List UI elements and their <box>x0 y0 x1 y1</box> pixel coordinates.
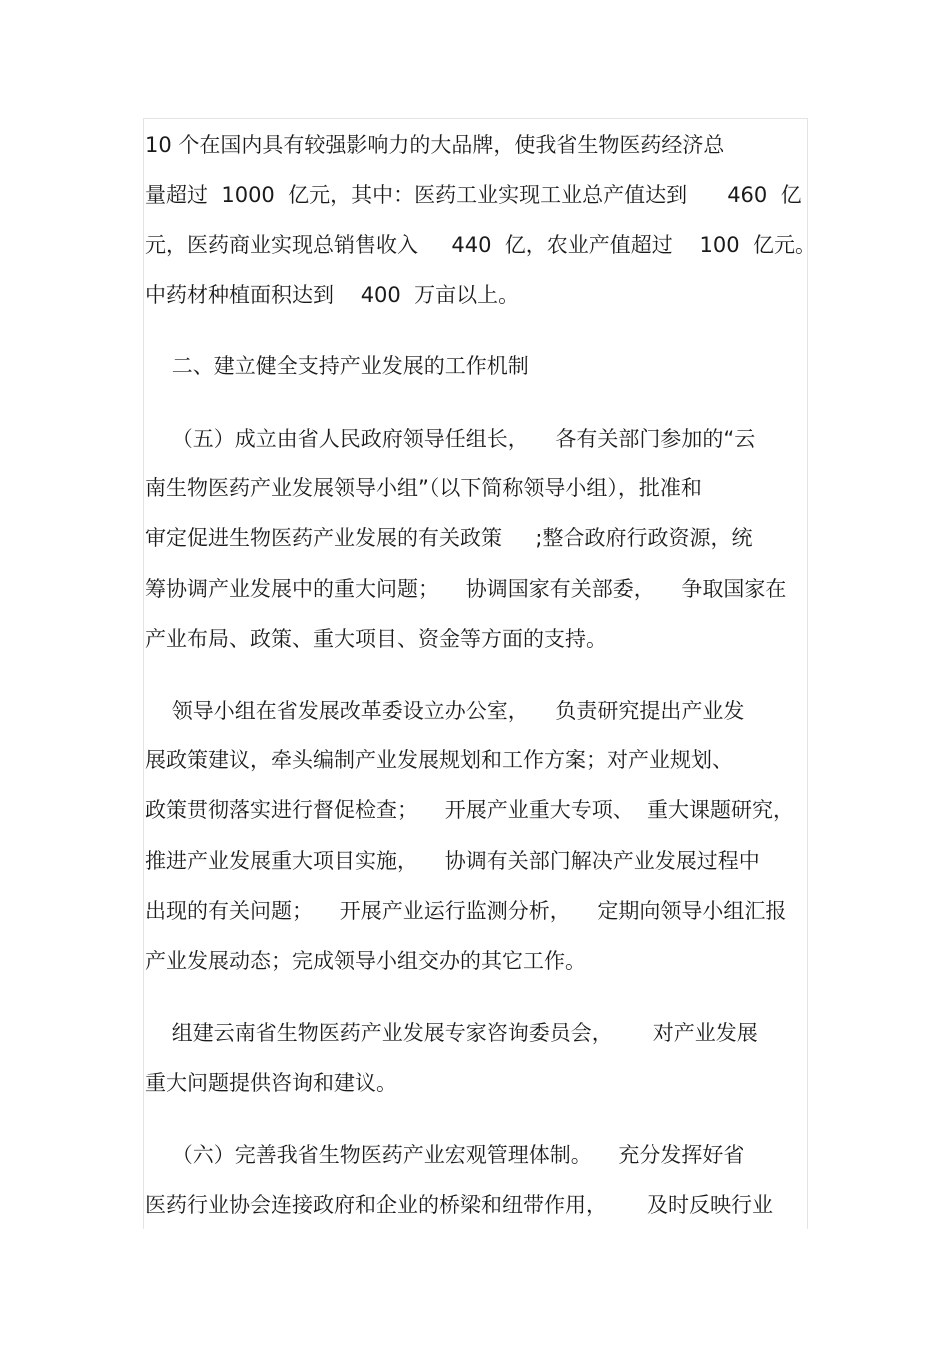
text-line: 出现的有关问题； 开展产业运行监测分析， 定期向领导小组汇报 <box>145 899 787 923</box>
text-line: 量超过 1000 亿元，其中：医药工业实现工业总产值达到 460 亿 <box>145 183 802 207</box>
text-line: 领导小组在省发展改革委设立办公室， 负责研究提出产业发 <box>145 699 745 723</box>
text-line: 审定促进生物医药产业发展的有关政策 ;整合政府行政资源，统 <box>145 526 753 550</box>
text-line: 南生物医药产业发展领导小组”（以下简称领导小组），批准和 <box>145 476 702 500</box>
text-line: （五）成立由省人民政府领导任组长， 各有关部门参加的“云 <box>145 427 756 451</box>
text-line: 10 个在国内具有较强影响力的大品牌，使我省生物医药经济总 <box>145 133 725 157</box>
text-line: 产业布局、政策、重大项目、资金等方面的支持。 <box>145 627 607 651</box>
text-line: 产业发展动态；完成领导小组交办的其它工作。 <box>145 949 586 973</box>
text-line: 推进产业发展重大项目实施， 协调有关部门解决产业发展过程中 <box>145 849 760 873</box>
text-line: 展政策建议，牵头编制产业发展规划和工作方案；对产业规划、 <box>145 748 733 772</box>
text-line: 元，医药商业实现总销售收入 440 亿，农业产值超过 100 亿元。 <box>145 233 816 257</box>
text-line: 医药行业协会连接政府和企业的桥梁和纽带作用， 及时反映行业 <box>145 1193 774 1217</box>
text-line: （六）完善我省生物医药产业宏观管理体制。 充分发挥好省 <box>145 1143 745 1167</box>
text-line: 筹协调产业发展中的重大问题； 协调国家有关部委， 争取国家在 <box>145 577 787 601</box>
section-heading: 二、建立健全支持产业发展的工作机制 <box>145 354 529 378</box>
text-line: 重大问题提供咨询和建议。 <box>145 1071 397 1095</box>
text-line: 政策贯彻落实进行督促检查； 开展产业重大专项、 重大课题研究， <box>145 798 795 822</box>
text-line: 组建云南省生物医药产业发展专家咨询委员会， 对产业发展 <box>145 1021 758 1045</box>
text-line: 中药材种植面积达到 400 万亩以上。 <box>145 283 520 307</box>
